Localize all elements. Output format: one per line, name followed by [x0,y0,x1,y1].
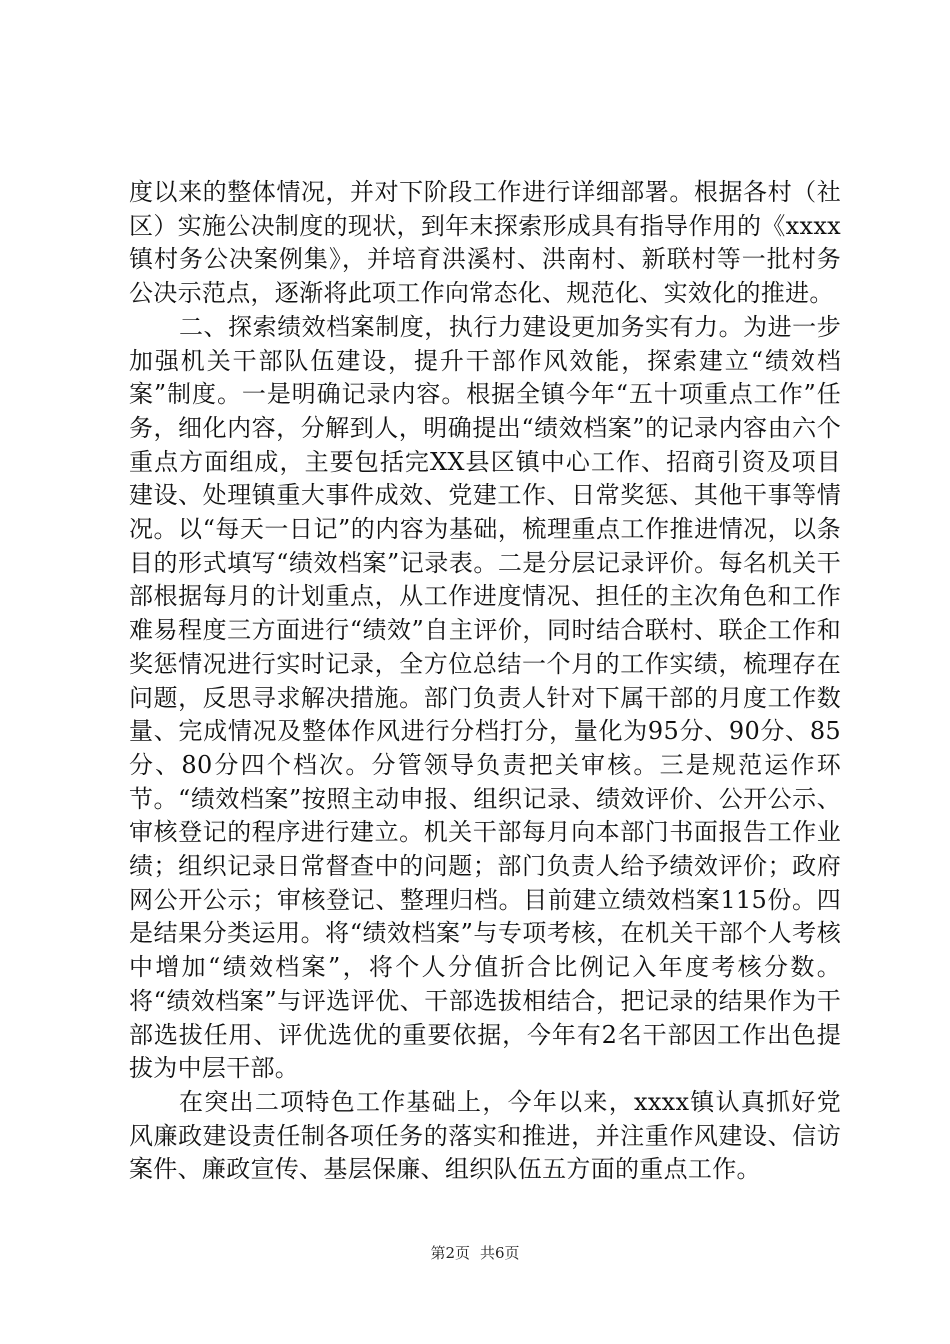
paragraph-1: 度以来的整体情况，并对下阶段工作进行详细部署。根据各村（社区）实施公决制度的现状，到年末探索形成具有指导作用的《xxxx镇村务公决案例集》，并培育洪溪村、洪南村、新联村等一批村务公决示范点，逐渐将此项工作向常态化、规范化、实效化的推进。 [129,178,841,308]
document-body [129,176,841,1187]
page-number-current: 第2页 [430,1244,470,1262]
page-number-total: 共6页 [480,1244,520,1262]
paragraph-3: 在突出二项特色工作基础上，今年以来，xxxx镇认真抓好党风廉政建设责任制各项任务的落实和推进，并注重作风建设、信访案件、廉政宣传、基层保廉、组织队伍五方面的重点工作。 [129,1087,841,1184]
paragraph-2: 二、探索绩效档案制度，执行力建设更加务实有力。为进一步加强机关干部队伍建设，提升干部作风效能，探索建立“绩效档案”制度。一是明确记录内容。根据全镇今年“五十项重点工作”任务，细化内容，分解到人，明确提出“绩效档案”的记录内容由六个重点方面组成，主要包括完XX县区镇中心工作、招商引资及项目建设、处理镇重大事件成效、党建工作、日常奖惩、其他干事等情况。以“每天一日记”的内容为基础，梳理重点工作推进情况，以条目的形式填写“绩效档案”记录表。二是分层记录评价。每名机关干部根据每月的计划重点，从工作进度情况、担任的主次角色和工作难易程度三方面进行“绩效”自主评价，同时结合联村、联企工作和奖惩情况进行实时记录，全方位总结一个月的工作实绩，梳理存在问题，反思寻求解决措施。部门负责人针对下属干部的月度工作数量、完成情况及整体作风进行分档打分，量化为95分、90分、85分、80分四个档次。分管领导负责把关审核。三是规范运作环节。“绩效档案”按照主动申报、组织记录、绩效评价、公开公示、审核登记的程序进行建立。机关干部每月向本部门书面报告工作业绩；组织记录日常督查中的问题；部门负责人给予绩效评价；政府网公开公示；审核登记、整理归档。目前建立绩效档案115份。四是结果分类运用。将“绩效档案”与专项考核，在机关干部个人考核中增加“绩效档案”，将个人分值折合比例记入年度考核分数。将“绩效档案”与评选评优、干部选拔相结合，把记录的结果作为干部选拔任用、评优选优的重要依据，今年有2名干部因工作出色提拔为中层干部。 [129,312,841,1083]
page-footer [0,1243,950,1263]
